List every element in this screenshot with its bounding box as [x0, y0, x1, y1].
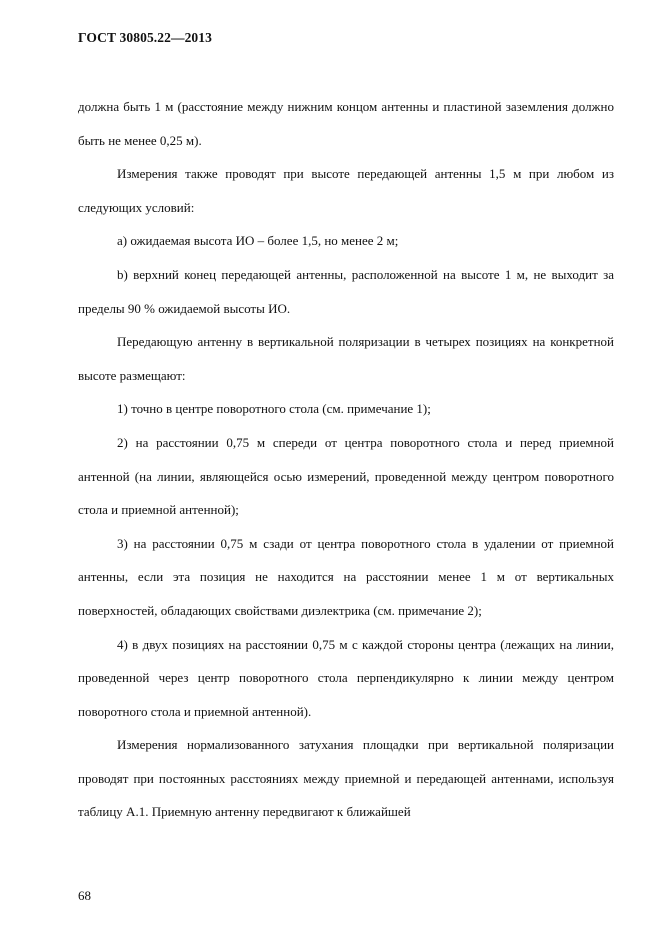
page-body [78, 90, 614, 829]
condition-a: а) ожидаемая высота ИО – более 1,5, но менее 2 м; [117, 233, 399, 249]
paragraph-continuation: должна быть 1 м (расстояние между нижним концом антенны и пластиной заземления должно быть не менее 0,25 м). [78, 99, 614, 148]
position-item-3: 3) на расстоянии 0,75 м сзади от центра поворотного стола в удалении от приемной антенны, если эта позиция не находится на расстоянии менее 1 м от вертикальных поверхностей, обладающих свойствами диэлектрика (см. примечание 2); [78, 535, 614, 618]
position-item-4: 4) в двух позициях на расстоянии 0,75 м с каждой стороны центра (лежащих на линии, проведенной через центр поворотного стола перпендикулярно к линии между центром поворотного стола и приемной антенной). [78, 636, 614, 719]
page-number: 68 [78, 888, 91, 903]
document-header: ГОСТ 30805.22—2013 [78, 30, 212, 45]
position-item-2: 2) на расстоянии 0,75 м спереди от центра поворотного стола и перед приемной антенной (на линии, являющейся осью измерений, проведенной между центром поворотного стола и приемной антенной); [78, 434, 614, 518]
paragraph-antenna-positions: Передающую антенну в вертикальной поляризации в четырех позициях на конкретной высоте размещают: [78, 334, 614, 383]
condition-b: b) верхний конец передающей антенны, расположенной на высоте 1 м, не выходит за пределы 90 % ожидаемой высоты ИО. [78, 266, 614, 316]
position-item-1: 1) точно в центре поворотного стола (см. примечание 1); [117, 401, 431, 417]
paragraph-measurement-conditions: Измерения также проводят при высоте передающей антенны 1,5 м при любом из следующих условий: [78, 166, 614, 215]
paragraph-normalized-attenuation: Измерения нормализованного затухания площадки при вертикальной поляризации проводят при постоянных расстояниях между приемной и передающей антеннами, используя таблицу А.1. Приемную антенну передвигают к ближайшей [78, 737, 614, 820]
